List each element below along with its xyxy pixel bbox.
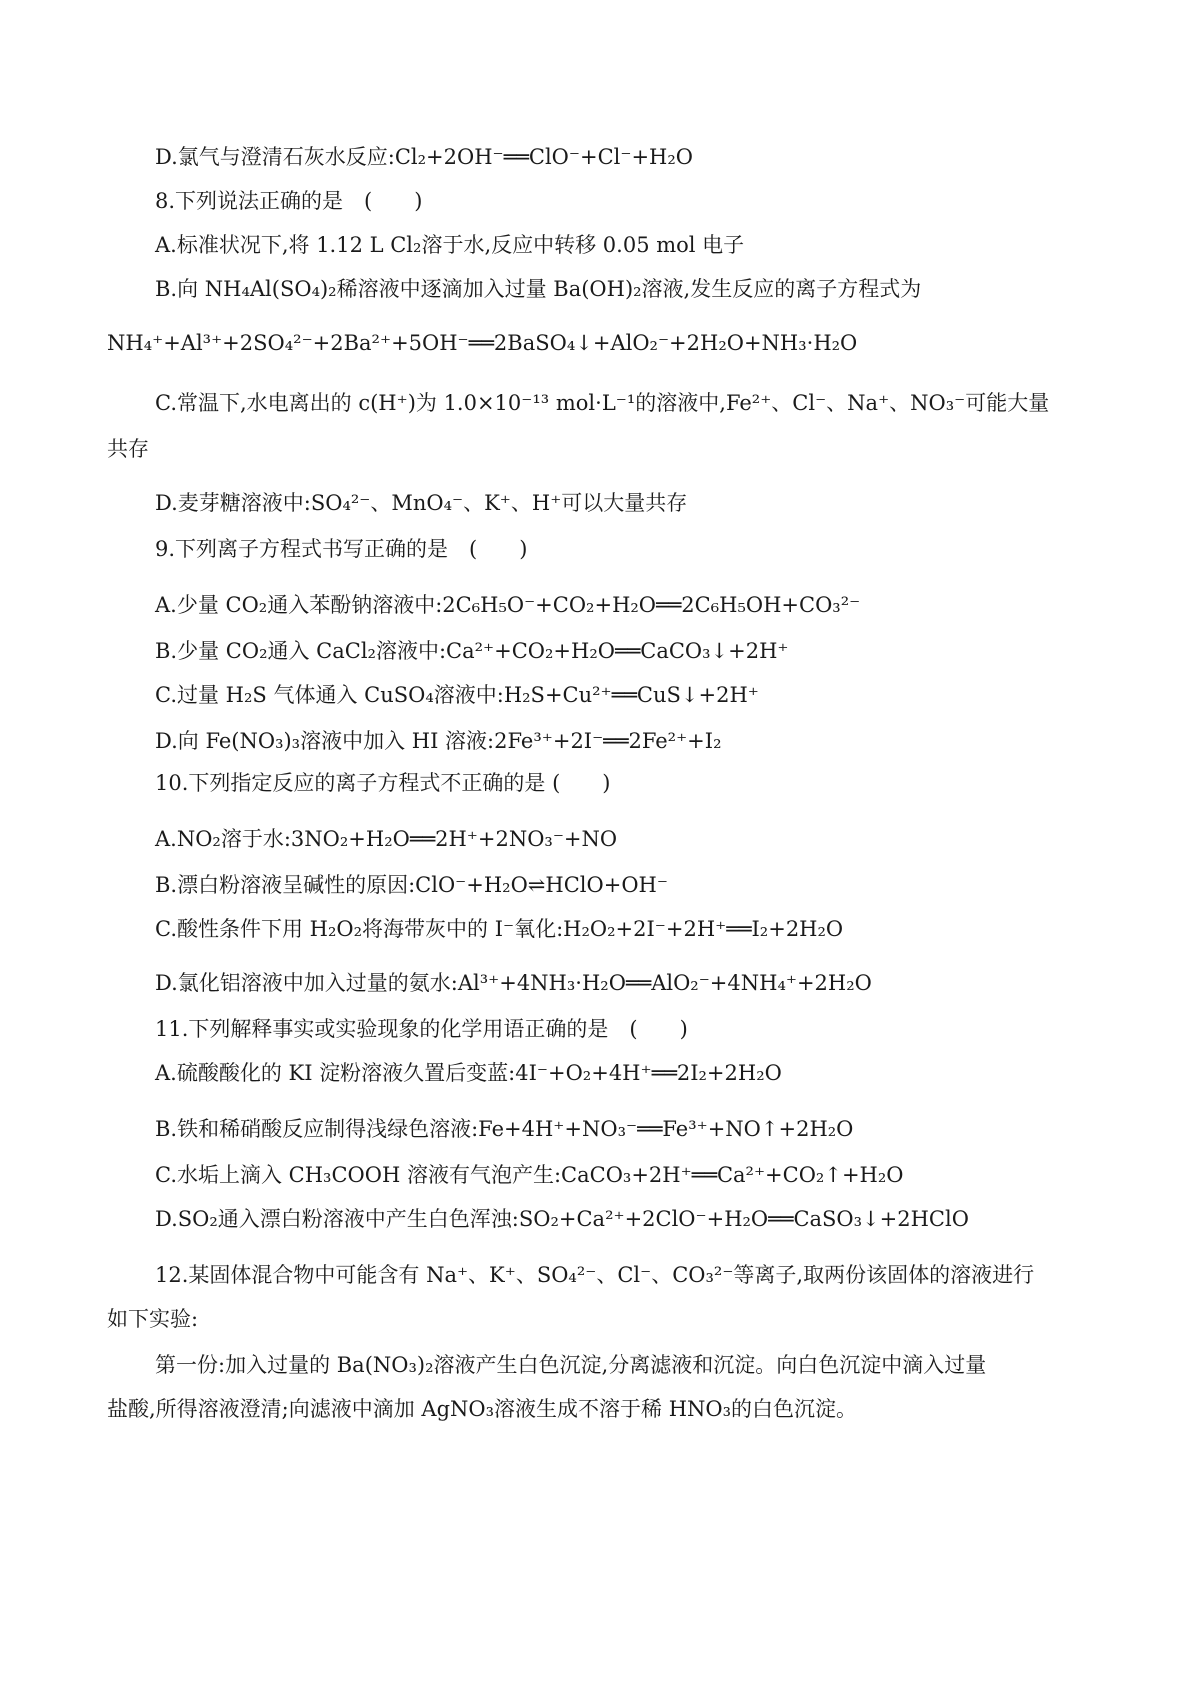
- option-10b: B.漂白粉溶液呈碱性的原因:ClO⁻+H₂O⇌HClO+OH⁻: [155, 873, 668, 897]
- question-8-stem: 8.下列说法正确的是 ( ): [155, 189, 423, 213]
- option-11c: C.水垢上滴入 CH₃COOH 溶液有气泡产生:CaCO₃+2H⁺══Ca²⁺+CO₂↑+H₂O: [155, 1163, 904, 1187]
- option-8b-equation: NH₄⁺+Al³⁺+2SO₄²⁻+2Ba²⁺+5OH⁻══2BaSO₄↓+AlO₂⁻+2H₂O+NH₃·H₂O: [107, 331, 858, 355]
- option-8a: A.标准状况下,将 1.12 L Cl₂溶于水,反应中转移 0.05 mol 电子: [155, 233, 745, 257]
- option-8c: C.常温下,水电离出的 c(H⁺)为 1.0×10⁻¹³ mol·L⁻¹的溶液中,Fe²⁺、Cl⁻、Na⁺、NO₃⁻可能大量: [155, 391, 1050, 415]
- question-12-stem: 12.某固体混合物中可能含有 Na⁺、K⁺、SO₄²⁻、Cl⁻、CO₃²⁻等离子,取两份该固体的溶液进行: [155, 1263, 1035, 1287]
- option-9d: D.向 Fe(NO₃)₃溶液中加入 HI 溶液:2Fe³⁺+2I⁻══2Fe²⁺+I₂: [155, 729, 722, 753]
- option-11b: B.铁和稀硝酸反应制得浅绿色溶液:Fe+4H⁺+NO₃⁻══Fe³⁺+NO↑+2H₂O: [155, 1117, 854, 1141]
- option-8c-continued: 共存: [107, 437, 149, 461]
- option-9c: C.过量 H₂S 气体通入 CuSO₄溶液中:H₂S+Cu²⁺══CuS↓+2H⁺: [155, 683, 759, 707]
- question-10-stem: 10.下列指定反应的离子方程式不正确的是 ( ): [155, 771, 611, 795]
- option-9b: B.少量 CO₂通入 CaCl₂溶液中:Ca²⁺+CO₂+H₂O══CaCO₃↓+2H⁺: [155, 639, 789, 663]
- option-11a: A.硫酸酸化的 KI 淀粉溶液久置后变蓝:4I⁻+O₂+4H⁺══2I₂+2H₂O: [155, 1061, 782, 1085]
- option-8d: D.麦芽糖溶液中:SO₄²⁻、MnO₄⁻、K⁺、H⁺可以大量共存: [155, 491, 688, 515]
- option-9a: A.少量 CO₂通入苯酚钠溶液中:2C₆H₅O⁻+CO₂+H₂O══2C₆H₅OH+CO₃²⁻: [155, 593, 861, 617]
- option-10d: D.氯化铝溶液中加入过量的氨水:Al³⁺+4NH₃·H₂O══AlO₂⁻+4NH₄⁺+2H₂O: [155, 971, 872, 995]
- question-12-part-1-continued: 盐酸,所得溶液澄清;向滤液中滴加 AgNO₃溶液生成不溶于稀 HNO₃的白色沉淀。: [107, 1397, 858, 1421]
- option-11d: D.SO₂通入漂白粉溶液中产生白色浑浊:SO₂+Ca²⁺+2ClO⁻+H₂O══CaSO₃↓+2HClO: [155, 1207, 969, 1231]
- option-7d: D.氯气与澄清石灰水反应:Cl₂+2OH⁻══ClO⁻+Cl⁻+H₂O: [155, 145, 693, 169]
- question-12-stem-continued: 如下实验:: [107, 1307, 199, 1331]
- option-10c: C.酸性条件下用 H₂O₂将海带灰中的 I⁻氧化:H₂O₂+2I⁻+2H⁺══I₂+2H₂O: [155, 917, 844, 941]
- option-8b: B.向 NH₄Al(SO₄)₂稀溶液中逐滴加入过量 Ba(OH)₂溶液,发生反应的离子方程式为: [155, 277, 922, 301]
- question-9-stem: 9.下列离子方程式书写正确的是 ( ): [155, 537, 528, 561]
- question-11-stem: 11.下列解释事实或实验现象的化学用语正确的是 ( ): [155, 1017, 688, 1041]
- option-10a: A.NO₂溶于水:3NO₂+H₂O══2H⁺+2NO₃⁻+NO: [155, 827, 618, 851]
- question-12-part-1: 第一份:加入过量的 Ba(NO₃)₂溶液产生白色沉淀,分离滤液和沉淀。向白色沉淀中滴入过量: [155, 1353, 987, 1377]
